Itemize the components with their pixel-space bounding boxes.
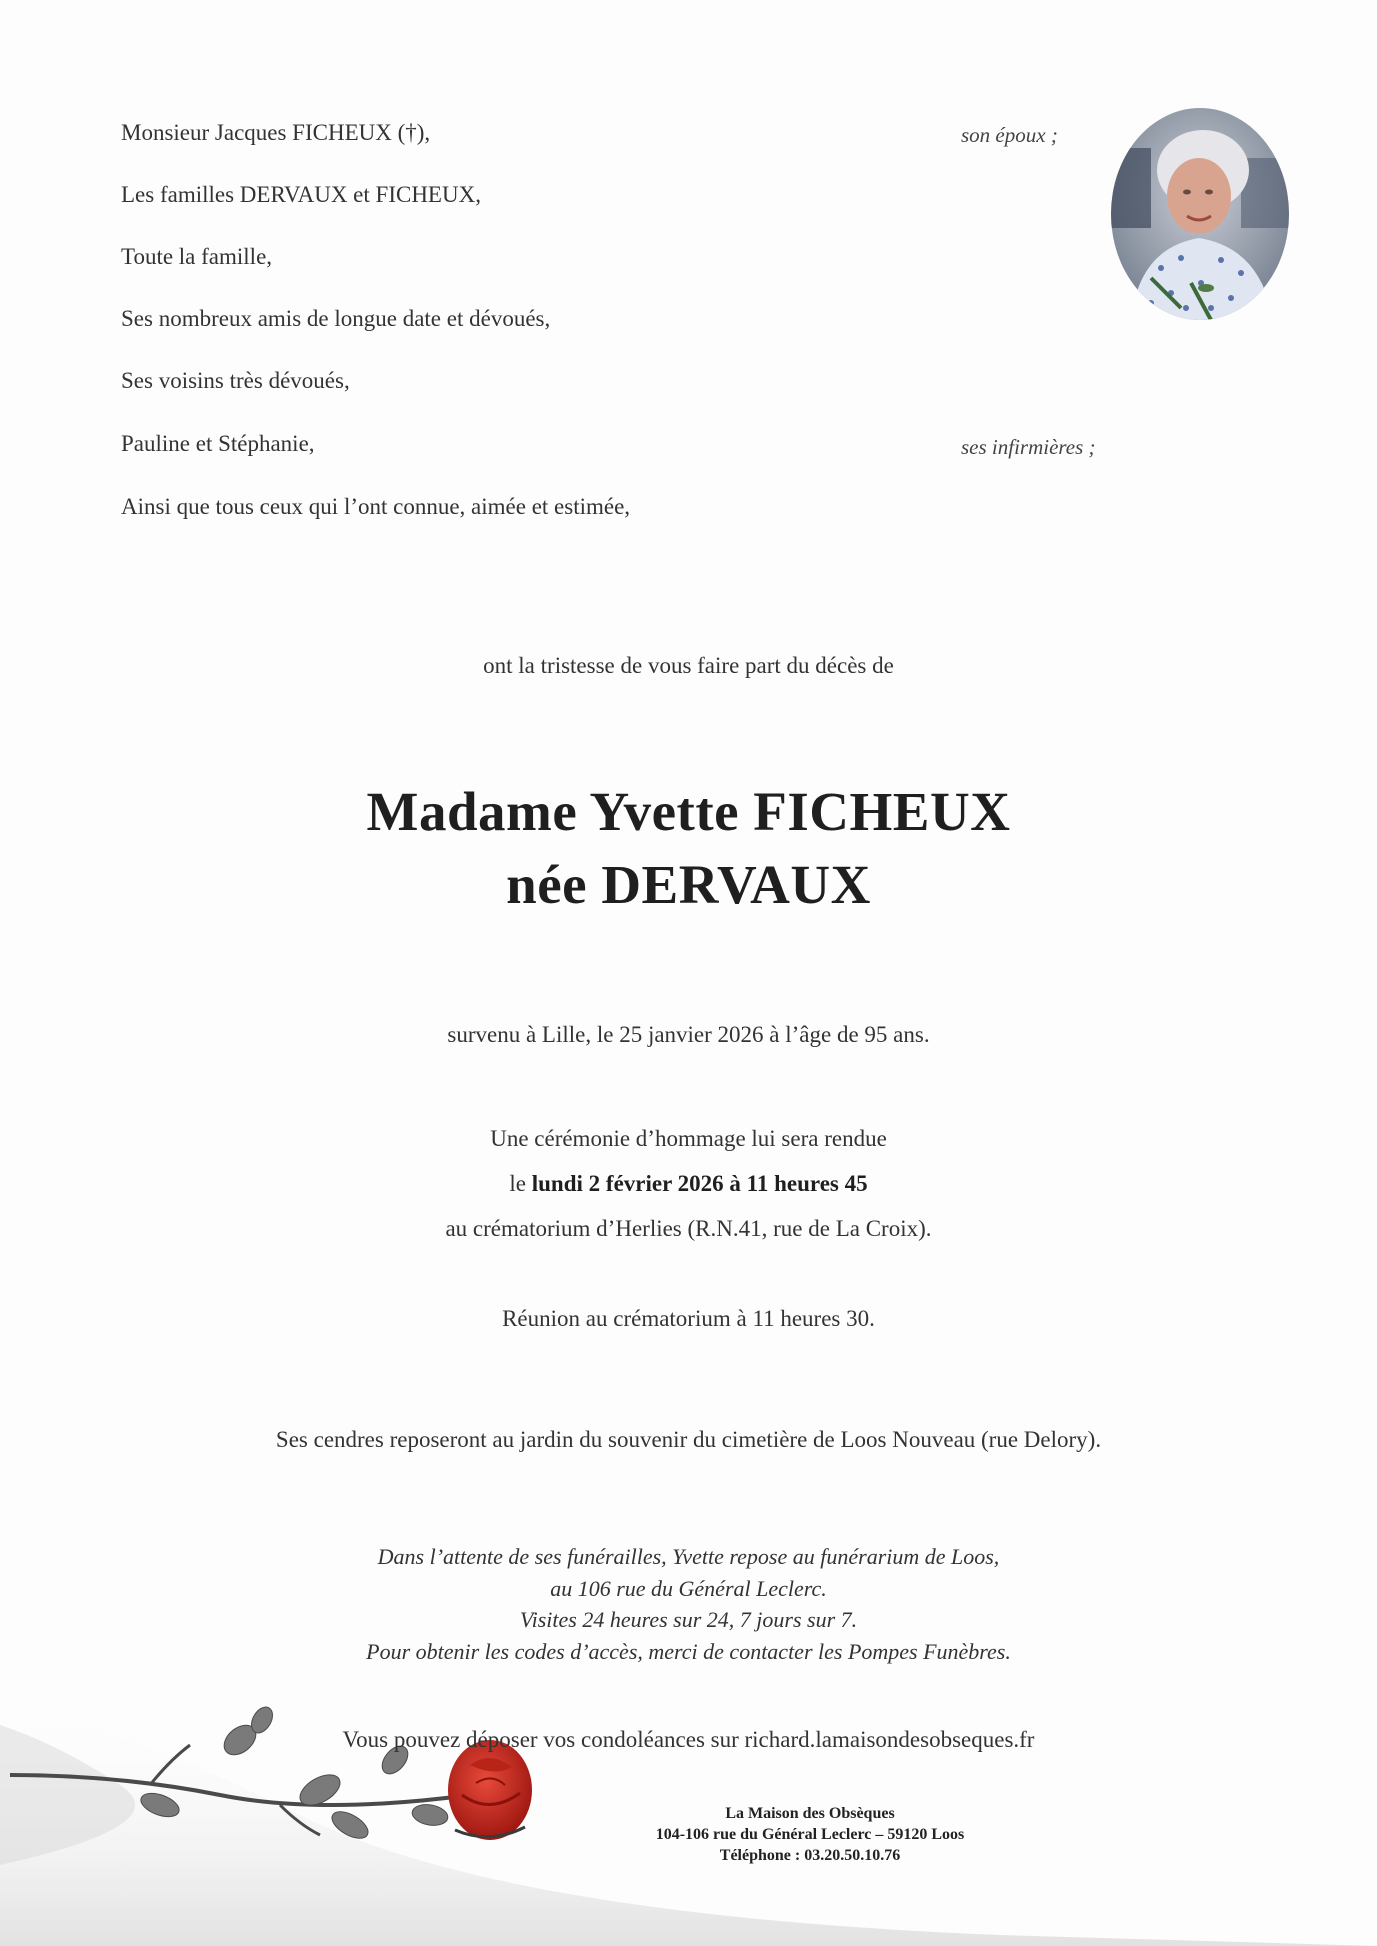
- funeral-home-address: 104-106 rue du Général Leclerc – 59120 Loos: [655, 1826, 965, 1843]
- announcement-intro: ont la tristesse de vous faire part du décès de: [483, 653, 894, 678]
- ceremony-date-prefix: le: [509, 1171, 532, 1196]
- deceased-name: Madame Yvette FICHEUX: [366, 781, 1011, 842]
- deceased-maiden-name: née DERVAUX: [506, 854, 871, 915]
- ashes-info: Ses cendres reposeront au jardin du souvenir du cimetière de Loos Nouveau (rue Delory).: [275, 1427, 1102, 1452]
- role-spouse: son époux ;: [961, 123, 1058, 147]
- role-nurses: ses infirmières ;: [961, 435, 1096, 459]
- ceremony-line-1: Une cérémonie d’hommage lui sera rendue: [490, 1126, 887, 1151]
- family-line-nurses: Pauline et Stéphanie,: [121, 431, 315, 456]
- portrait-photo: [1111, 108, 1289, 320]
- family-line-whole-family: Toute la famille,: [121, 244, 273, 269]
- funeral-home-phone: Téléphone : 03.20.50.10.76: [719, 1847, 901, 1864]
- rest-line-2: au 106 rue du Général Leclerc.: [550, 1576, 827, 1601]
- family-line-others: Ainsi que tous ceux qui l’ont connue, aimée et estimée,: [121, 494, 631, 519]
- portrait-image: [1111, 108, 1289, 320]
- family-line-families: Les familles DERVAUX et FICHEUX,: [121, 182, 481, 207]
- ceremony-date: lundi 2 février 2026 à 11 heures 45: [531, 1171, 868, 1196]
- funeral-home-name: La Maison des Obsèques: [725, 1805, 895, 1822]
- rest-line-1: Dans l’attente de ses funérailles, Yvette repose au funérarium de Loos,: [377, 1544, 1000, 1569]
- family-line-neighbours: Ses voisins très dévoués,: [121, 368, 350, 393]
- condolences-info: Vous pouvez déposer vos condoléances sur richard.lamaisondesobseques.fr: [342, 1727, 1035, 1752]
- rest-line-4: Pour obtenir les codes d’accès, merci de contacter les Pompes Funèbres.: [366, 1639, 1011, 1664]
- ceremony-location: au crématorium d’Herlies (R.N.41, rue de La Croix).: [445, 1216, 932, 1241]
- family-line-spouse: Monsieur Jacques FICHEUX (†),: [121, 120, 431, 145]
- meeting-time: Réunion au crématorium à 11 heures 30.: [502, 1306, 875, 1331]
- death-details: survenu à Lille, le 25 janvier 2026 à l’âge de 95 ans.: [447, 1022, 930, 1047]
- family-line-friends: Ses nombreux amis de longue date et dévoués,: [121, 306, 551, 331]
- ceremony-line-2: [0, 1171, 1377, 1197]
- rest-line-3: Visites 24 heures sur 24, 7 jours sur 7.: [519, 1607, 858, 1632]
